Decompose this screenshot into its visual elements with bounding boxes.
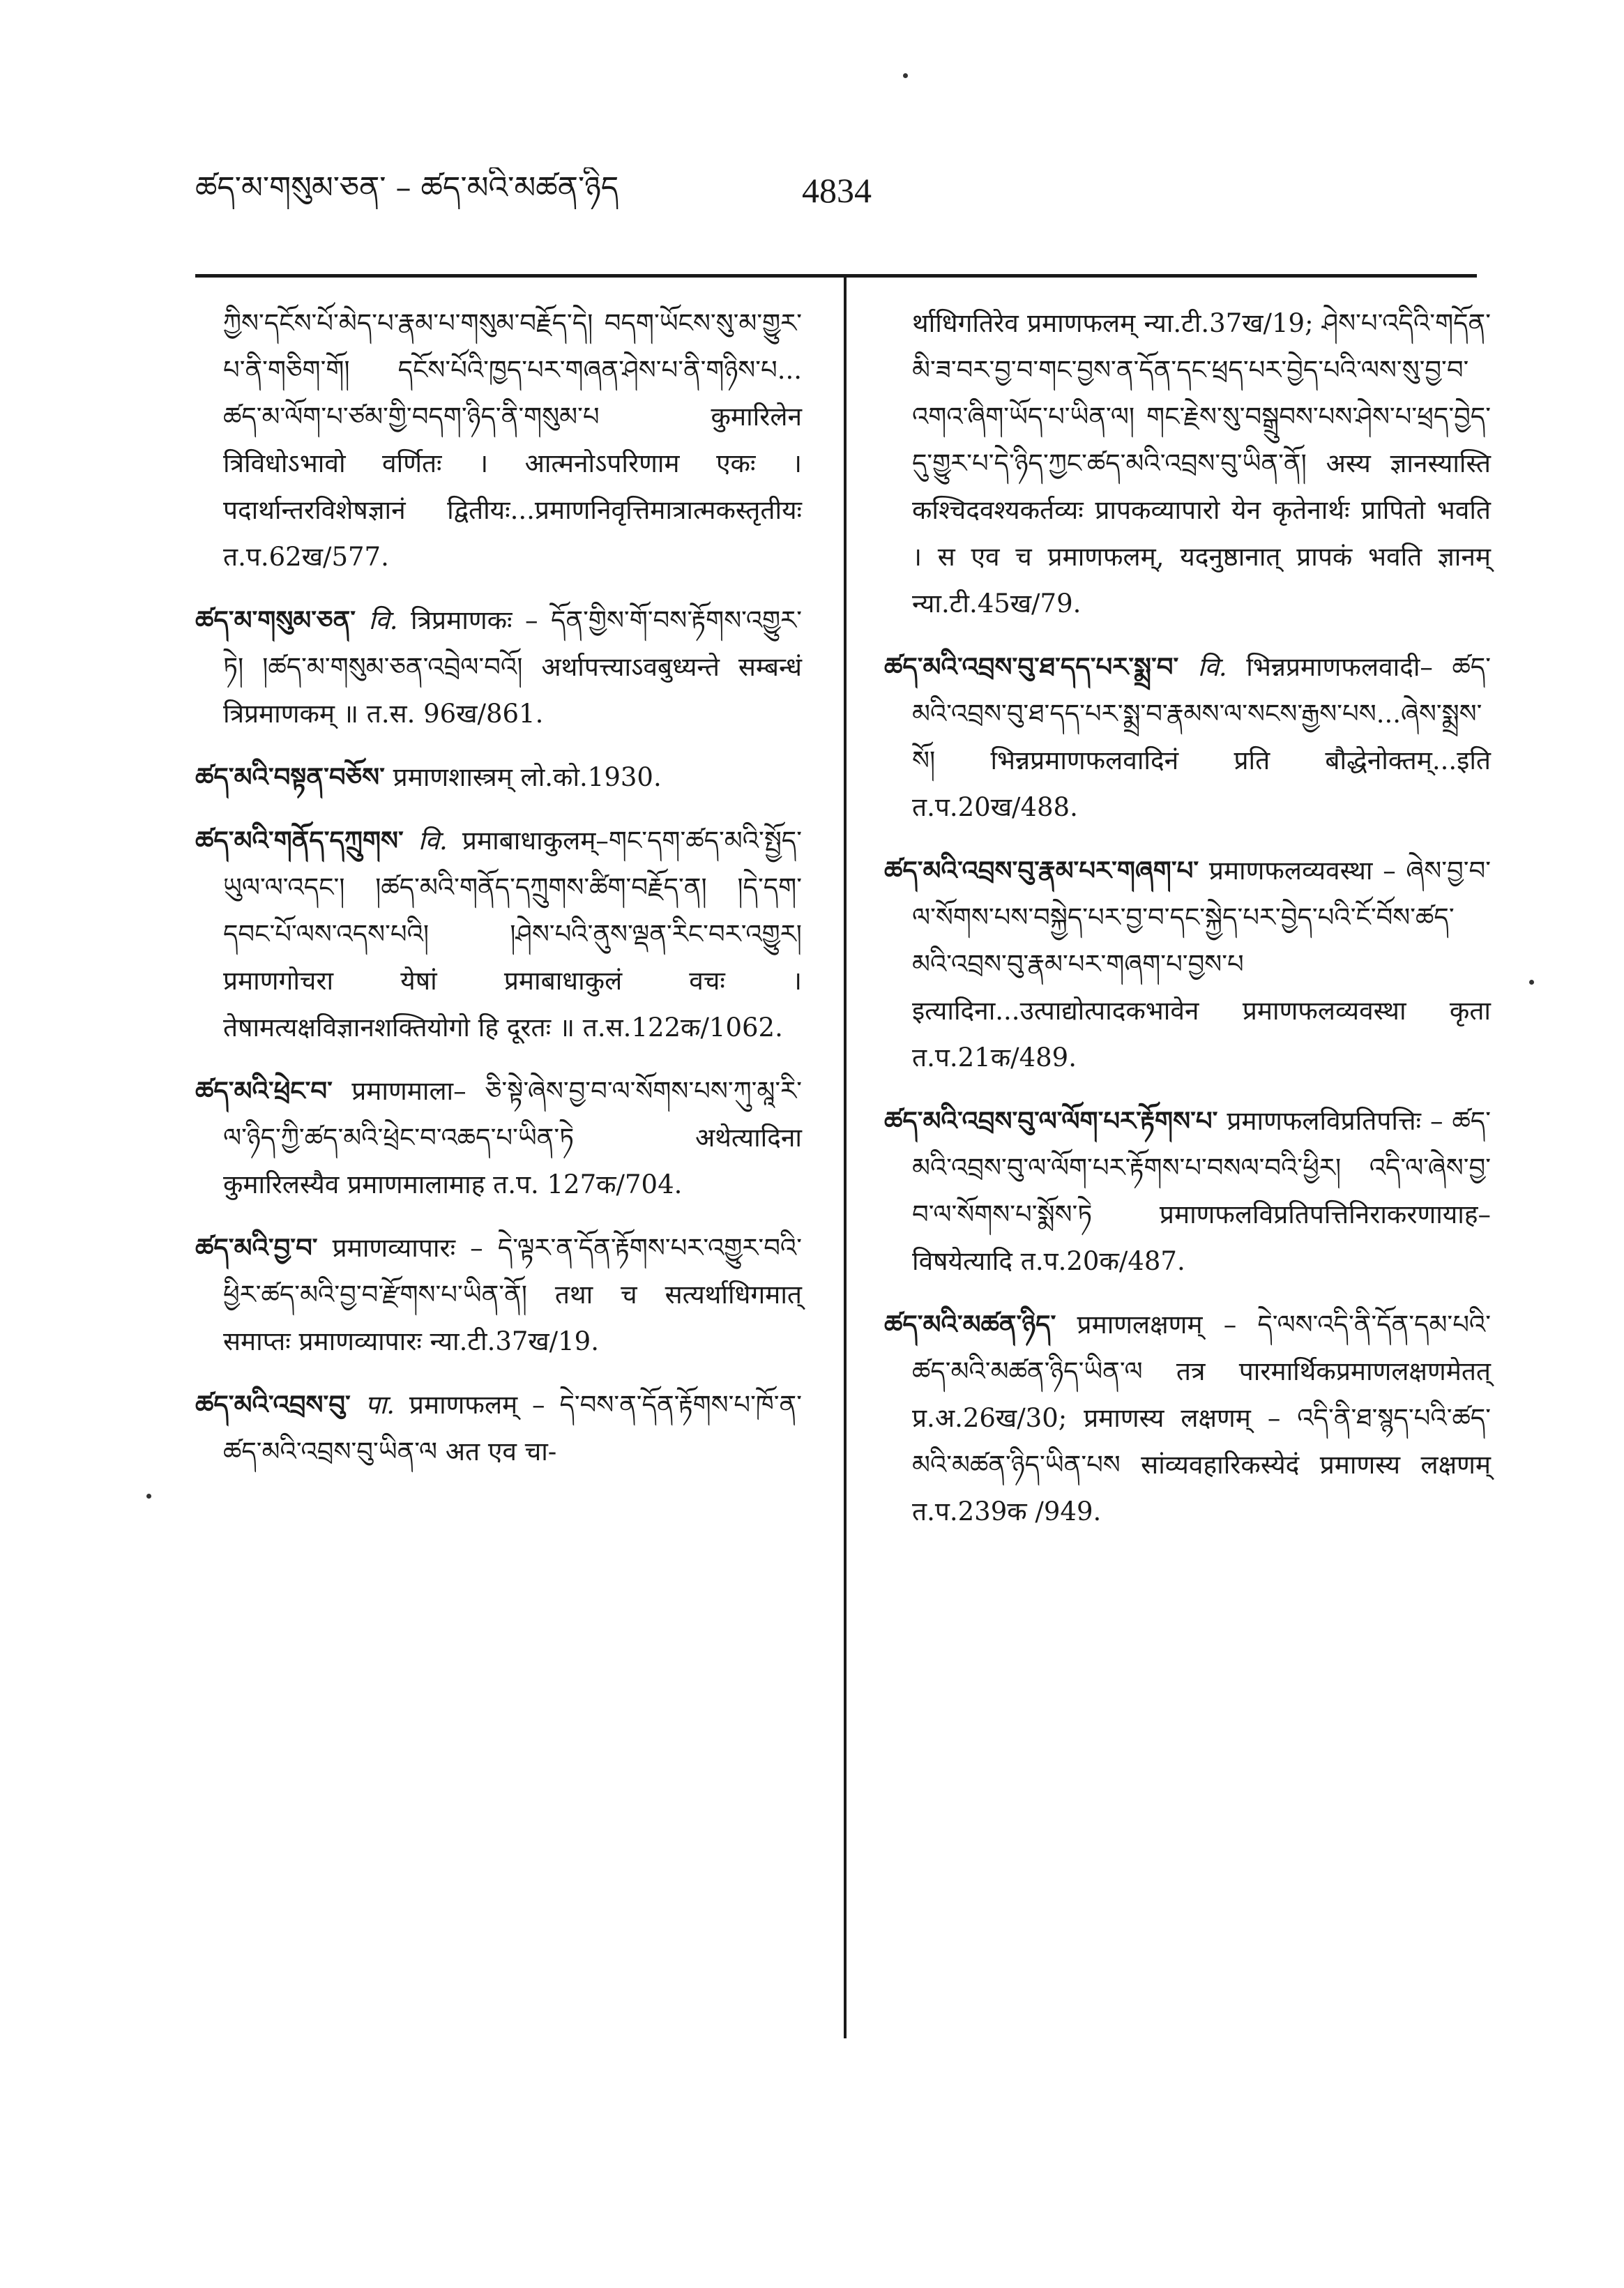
entry-text: प्रमाणशास्त्रम् लो.को.1930.: [393, 762, 662, 792]
speck-dot: [1529, 980, 1534, 985]
entry-text: प्रमाणफलविप्रतिपत्तिः – ཚད་མའི་འབྲས་བུ་ལ་ལོག་པར་རྟོགས་པ་བསལ་བའི་ཕྱིར། འདི་ལ་ཞེས་བྱ་བ་ལ་སོགས་པ་སྨོས་ཏེ प्रमाणफलविप्रतिपत्तिनिराकरणायाह–विषयेत्यादि त.प.20क/487.: [912, 1106, 1491, 1276]
entry-text: प्रमाबाधाकुलम्–གང་དག་ཚད་མའི་སྤྱོད་ཡུལ་ལ་འདང་། །ཚད་མའི་གནོད་དཀྲུགས་ཚིག་བརྗོད་ན། །དེ་དག་དབང་པོ་ལས་འདས་པའི། །ཤེས་པའི་ནུས་ལྡན་རིང་བར་འགྱུར། प्रमाणगोचरा येषां प्रमाबाधाकुलं वचः । तेषामत्यक्षविज्ञानशक्तियोगो हि दूरतः ॥ त.स.122क/1062.: [223, 826, 802, 1043]
entry-grammar-tag: वि.: [1197, 652, 1227, 682]
dictionary-entry: [195, 1225, 802, 1365]
running-title: ཚད་མ་གསུམ་ཅན་ – ཚད་མའི་མཚན་ཉིད: [195, 170, 619, 206]
entry-text: त्रिप्रमाणकः – དོན་གྱིས་གོ་བས་རྟོགས་འགྱུར་ཏེ། །ཚད་མ་གསུམ་ཅན་འབྲེལ་བའོ། अर्थापत्त्याऽवबुध्यन्ते सम्बन्धं त्रिप्रमाणकम् ॥ त.स. 96ख/861.: [223, 605, 803, 729]
column-divider: [844, 278, 847, 2038]
entry-headword: ཚད་མའི་བྱ་བ་: [195, 1232, 318, 1263]
dictionary-entry: [195, 1381, 802, 1475]
entry-text: प्रमाणफलव्यवस्था – ཞེས་བྱ་བ་ལ་སོགས་པས་བསྐྱེད་པར་བྱ་བ་དང་སྐྱེད་པར་བྱེད་པའི་ངོ་བོས་ཚད་མའི་འབྲས་བུ་རྣམ་པར་གཞག་པ་བྱས་པ इत्यादिना...उत्पाद्योत्पादकभावेन प्रमाणफलव्यवस्था कृता त.प.21क/489.: [912, 856, 1491, 1073]
dictionary-entry: [884, 644, 1491, 831]
dictionary-entry: [884, 1098, 1491, 1285]
entry-headword: ཚད་མའི་འབྲས་བུ་ལ་ལོག་པར་རྟོགས་པ་: [884, 1105, 1218, 1136]
right-column: [884, 300, 1491, 1552]
dictionary-entry: [195, 754, 802, 801]
dictionary-entry: [884, 847, 1491, 1081]
speck-dot: [146, 1494, 151, 1499]
entry-grammar-tag: वि.: [418, 826, 448, 856]
entry-text: प्रमाणव्यापारः – དེ་ལྟར་ན་དོན་རྟོགས་པར་འགྱུར་བའི་ཕྱིར་ཚད་མའི་བྱ་བ་རྫོགས་པ་ཡིན་ནོ། तथा च सत्यर्थाधिगमात् समाप्तः प्रमाणव्यापारः न्या.टी.37ख/19.: [223, 1233, 802, 1356]
entry-grammar-tag: पा.: [365, 1390, 395, 1420]
entry-headword: ཚད་མའི་ཕྲེང་བ་: [195, 1075, 333, 1106]
entry-text: प्रमाणमाला– ཅི་སྟེ་ཞེས་བྱ་བ་ལ་སོགས་པས་ཀུ་མཱ་རི་ལ་ཉིད་ཀྱི་ཚད་མའི་ཕྲེང་བ་འཆད་པ་ཡིན་ཏེ अथेत्यादिना कुमारिलस्यैव प्रमाणमालामाह त.प. 127क/704.: [223, 1076, 802, 1199]
dictionary-entry: [195, 817, 802, 1051]
entry-headword: ཚད་མའི་འབྲས་བུ་: [195, 1389, 351, 1420]
page-number: 4834: [802, 171, 872, 210]
entry-headword: ཚད་མའི་འབྲས་བུ་ཐ་དད་པར་སྨྲ་བ་: [884, 651, 1179, 682]
entry-text: भिन्नप्रमाणफलवादी– ཚད་མའི་འབྲས་བུ་ཐ་དད་པར་སྨྲ་བ་རྣམས་ལ་སངས་རྒྱས་པས...ཞེས་སྨྲས་སོ། भिन्नप्रमाणफलवादिनं प्रति बौद्धेनोक्तम्...इति त.प.20ख/488.: [912, 652, 1491, 822]
entry-text: प्रमाणलक्षणम् – དེ་ལས་འདི་ནི་དོན་དམ་པའི་ཚད་མའི་མཚན་ཉིད་ཡིན་ལ तत्र पारमार्थिकप्रमाणलक्षणमेतत् प्र.अ.26ख/30; प्रमाणस्य लक्षणम् – འདི་ནི་ཐ་སྙད་པའི་ཚད་མའི་མཚན་ཉིད་ཡིན་པས सांव्यवहारिकस्येदं प्रमाणस्य लक्षणम् त.प.239क /949.: [912, 1310, 1491, 1526]
dictionary-entry: [195, 597, 802, 737]
dictionary-entry: [884, 1301, 1491, 1535]
entry-headword: ཚད་མ་གསུམ་ཅན་: [195, 605, 356, 635]
dictionary-entry-continuation: [195, 300, 802, 580]
entry-text: प्रमाणफलम् – དེ་བས་ན་དོན་རྟོགས་པ་ཁོ་ན་ཚད་མའི་འབྲས་བུ་ཡིན་ལ अत एव चा-: [223, 1390, 802, 1467]
speck-dot: [903, 73, 908, 78]
left-column: [195, 300, 802, 1492]
entry-headword: ཚད་མའི་འབྲས་བུ་རྣམ་པར་གཞག་པ་: [884, 855, 1199, 886]
header-rule: [195, 274, 1477, 278]
entry-headword: ཚད་མའི་མཚན་ཉིད་: [884, 1309, 1056, 1340]
entry-headword: ཚད་མའི་བསྟན་བཅོས་: [195, 762, 385, 792]
entry-grammar-tag: वि.: [368, 605, 398, 635]
dictionary-entry: [195, 1068, 802, 1208]
entry-headword: ཚད་མའི་གནོད་དཀྲུགས་: [195, 825, 404, 856]
dictionary-entry-continuation: [884, 300, 1491, 627]
entry-text: र्थाधिगतिरेव प्रमाणफलम् न्या.टी.37ख/19; ཤེས་པ་འདིའི་གདོན་མི་ཟ་བར་བྱ་བ་གང་བྱས་ན་དོན་དང་ཕྲད་པར་བྱེད་པའི་ལས་སུ་བྱ་བ་འགའ་ཞིག་ཡོད་པ་ཡིན་ལ། གང་རྗེས་སུ་བསྒྲུབས་པས་ཤེས་པ་ཕྲད་བྱེད་དུ་གྱུར་པ་དེ་ཉིད་ཀྱང་ཚད་མའི་འབྲས་བུ་ཡིན་ནོ། अस्य ज्ञानस्यास्ति कश्चिदवश्यकर्तव्यः प्रापकव्यापारो येन कृतेनार्थः प्रापितो भवति । स एव च प्रमाणफलम्, यदनुष्ठानात् प्रापकं भवति ज्ञानम् न्या.टी.45ख/79.: [912, 308, 1491, 619]
entry-text: ཀྱིས་དངོས་པོ་མེད་པ་རྣམ་པ་གསུམ་བརྗོད་དེ། བདག་ཡོངས་སུ་མ་གྱུར་པ་ནི་གཅིག་གོ། དངོས་པོའི་ཁྱད་པར་གཞན་ཤེས་པ་ནི་གཉིས་པ... ཚད་མ་ལོག་པ་ཙམ་གྱི་བདག་ཉིད་ནི་གསུམ་པ कुमारिलेन त्रिविधोऽभावो वर्णितः । आत्मनोऽपरिणाम एकः । पदार्थान्तरविशेषज्ञानं द्वितीयः...प्रमाणनिवृत्तिमात्रात्मकस्तृतीयः त.प.62ख/577.: [223, 308, 802, 572]
